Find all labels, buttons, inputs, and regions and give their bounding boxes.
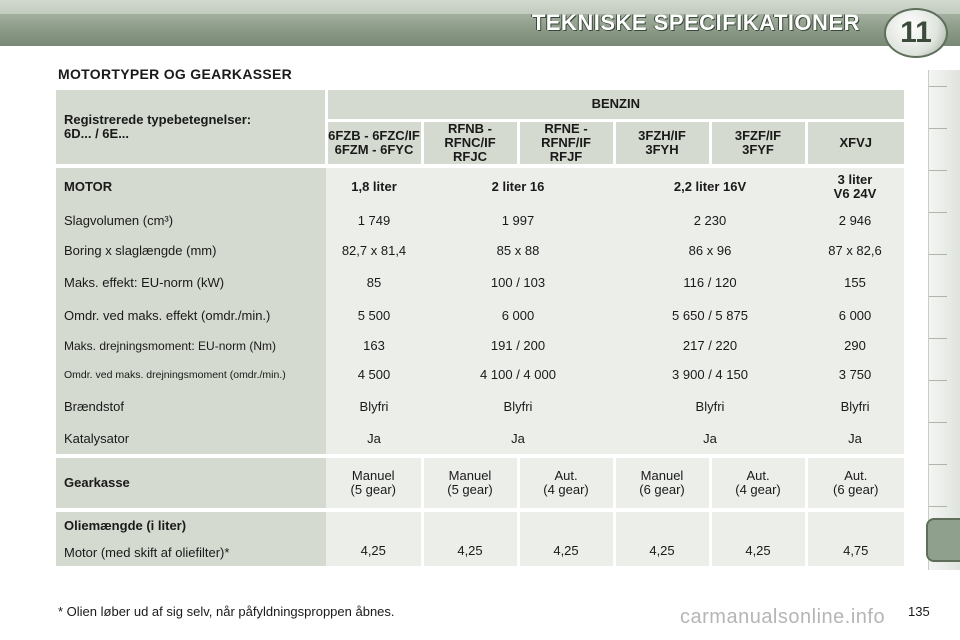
spec-value: Ja bbox=[614, 424, 806, 454]
spec-value: 155 bbox=[806, 266, 904, 300]
spec-row-label: Maks. drejningsmoment: EU-norm (Nm) bbox=[56, 332, 326, 360]
spec-row-label: Katalysator bbox=[56, 424, 326, 454]
oil-value: 4,25 bbox=[326, 512, 422, 566]
oil-heading: Oliemængde (i liter) bbox=[56, 512, 326, 540]
spec-value: 87 x 82,6 bbox=[806, 236, 904, 266]
spec-value: 100 / 103 bbox=[422, 266, 614, 300]
fuel-group-header: BENZIN bbox=[326, 90, 904, 120]
oil-value: 4,75 bbox=[806, 512, 904, 566]
spec-table bbox=[56, 90, 904, 566]
motor-value: 2,2 liter 16V bbox=[614, 168, 806, 206]
oil-value: 4,25 bbox=[614, 512, 710, 566]
spec-value: 4 500 bbox=[326, 360, 422, 390]
spec-value: 191 / 200 bbox=[422, 332, 614, 360]
side-tab-strip bbox=[928, 70, 960, 570]
spec-value: 2 230 bbox=[614, 206, 806, 236]
gearbox-value: Aut. (6 gear) bbox=[806, 458, 904, 508]
section-title: MOTORTYPER OG GEARKASSER bbox=[58, 66, 293, 82]
spec-row-label: Maks. effekt: EU-norm (kW) bbox=[56, 266, 326, 300]
motor-value: 3 liter V6 24V bbox=[806, 168, 904, 206]
spec-value: 82,7 x 81,4 bbox=[326, 236, 422, 266]
spec-value: Blyfri bbox=[806, 390, 904, 424]
spec-value: 6 000 bbox=[422, 300, 614, 332]
gearbox-value: Aut. (4 gear) bbox=[518, 458, 614, 508]
spec-value: 5 650 / 5 875 bbox=[614, 300, 806, 332]
spec-row-label: Slagvolumen (cm³) bbox=[56, 206, 326, 236]
engine-code: XFVJ bbox=[806, 120, 904, 164]
spec-value: 4 100 / 4 000 bbox=[422, 360, 614, 390]
spec-value: 85 bbox=[326, 266, 422, 300]
spec-value: 2 946 bbox=[806, 206, 904, 236]
spec-value: 290 bbox=[806, 332, 904, 360]
motor-value: 1,8 liter bbox=[326, 168, 422, 206]
engine-code: RFNB - RFNC/IF RFJC bbox=[422, 120, 518, 164]
spec-row-label: Boring x slaglængde (mm) bbox=[56, 236, 326, 266]
oil-value: 4,25 bbox=[518, 512, 614, 566]
spec-value: Blyfri bbox=[614, 390, 806, 424]
page-number: 135 bbox=[908, 604, 930, 619]
spec-value: 86 x 96 bbox=[614, 236, 806, 266]
spec-value: 3 900 / 4 150 bbox=[614, 360, 806, 390]
spec-value: 217 / 220 bbox=[614, 332, 806, 360]
spec-value: Ja bbox=[326, 424, 422, 454]
spec-row-label: Omdr. ved maks. effekt (omdr./min.) bbox=[56, 300, 326, 332]
spec-value: 5 500 bbox=[326, 300, 422, 332]
spec-value: Ja bbox=[806, 424, 904, 454]
gearbox-value: Manuel (5 gear) bbox=[326, 458, 422, 508]
registration-label-line1: Registrerede typebetegnelser: bbox=[64, 112, 252, 127]
spec-value: Blyfri bbox=[326, 390, 422, 424]
oil-value: 4,25 bbox=[710, 512, 806, 566]
spec-value: 116 / 120 bbox=[614, 266, 806, 300]
engine-code: 3FZH/IF 3FYH bbox=[614, 120, 710, 164]
spec-value: 1 749 bbox=[326, 206, 422, 236]
spec-value: Blyfri bbox=[422, 390, 614, 424]
watermark: carmanualsonline.info bbox=[680, 606, 886, 628]
engine-code: RFNE - RFNF/IF RFJF bbox=[518, 120, 614, 164]
engine-code: 6FZB - 6FZC/IF 6FZM - 6FYC bbox=[326, 120, 422, 164]
chapter-badge: 11 bbox=[884, 8, 948, 58]
footnote: * Olien løber ud af sig selv, når påfyldningsproppen åbnes. bbox=[58, 604, 395, 619]
page-header-title: TEKNISKE SPECIFIKATIONER bbox=[531, 10, 860, 35]
spec-value: 163 bbox=[326, 332, 422, 360]
spec-row-label: Omdr. ved maks. drejningsmoment (omdr./min.) bbox=[56, 360, 326, 390]
motor-label: MOTOR bbox=[56, 168, 326, 206]
gearbox-value: Aut. (4 gear) bbox=[710, 458, 806, 508]
spec-value: 1 997 bbox=[422, 206, 614, 236]
spec-value: 85 x 88 bbox=[422, 236, 614, 266]
active-chapter-tab[interactable] bbox=[926, 518, 960, 562]
spec-row-label: Brændstof bbox=[56, 390, 326, 424]
spec-value: Ja bbox=[422, 424, 614, 454]
registration-label-line2: 6D... / 6E... bbox=[64, 126, 130, 141]
gearbox-value: Manuel (6 gear) bbox=[614, 458, 710, 508]
oil-value: 4,25 bbox=[422, 512, 518, 566]
gearbox-label: Gearkasse bbox=[56, 458, 326, 508]
gearbox-value: Manuel (5 gear) bbox=[422, 458, 518, 508]
spec-value: 6 000 bbox=[806, 300, 904, 332]
spec-value: 3 750 bbox=[806, 360, 904, 390]
oil-row-label: Motor (med skift af oliefilter)* bbox=[56, 540, 326, 566]
registration-label bbox=[56, 90, 326, 164]
engine-code: 3FZF/IF 3FYF bbox=[710, 120, 806, 164]
motor-value: 2 liter 16 bbox=[422, 168, 614, 206]
